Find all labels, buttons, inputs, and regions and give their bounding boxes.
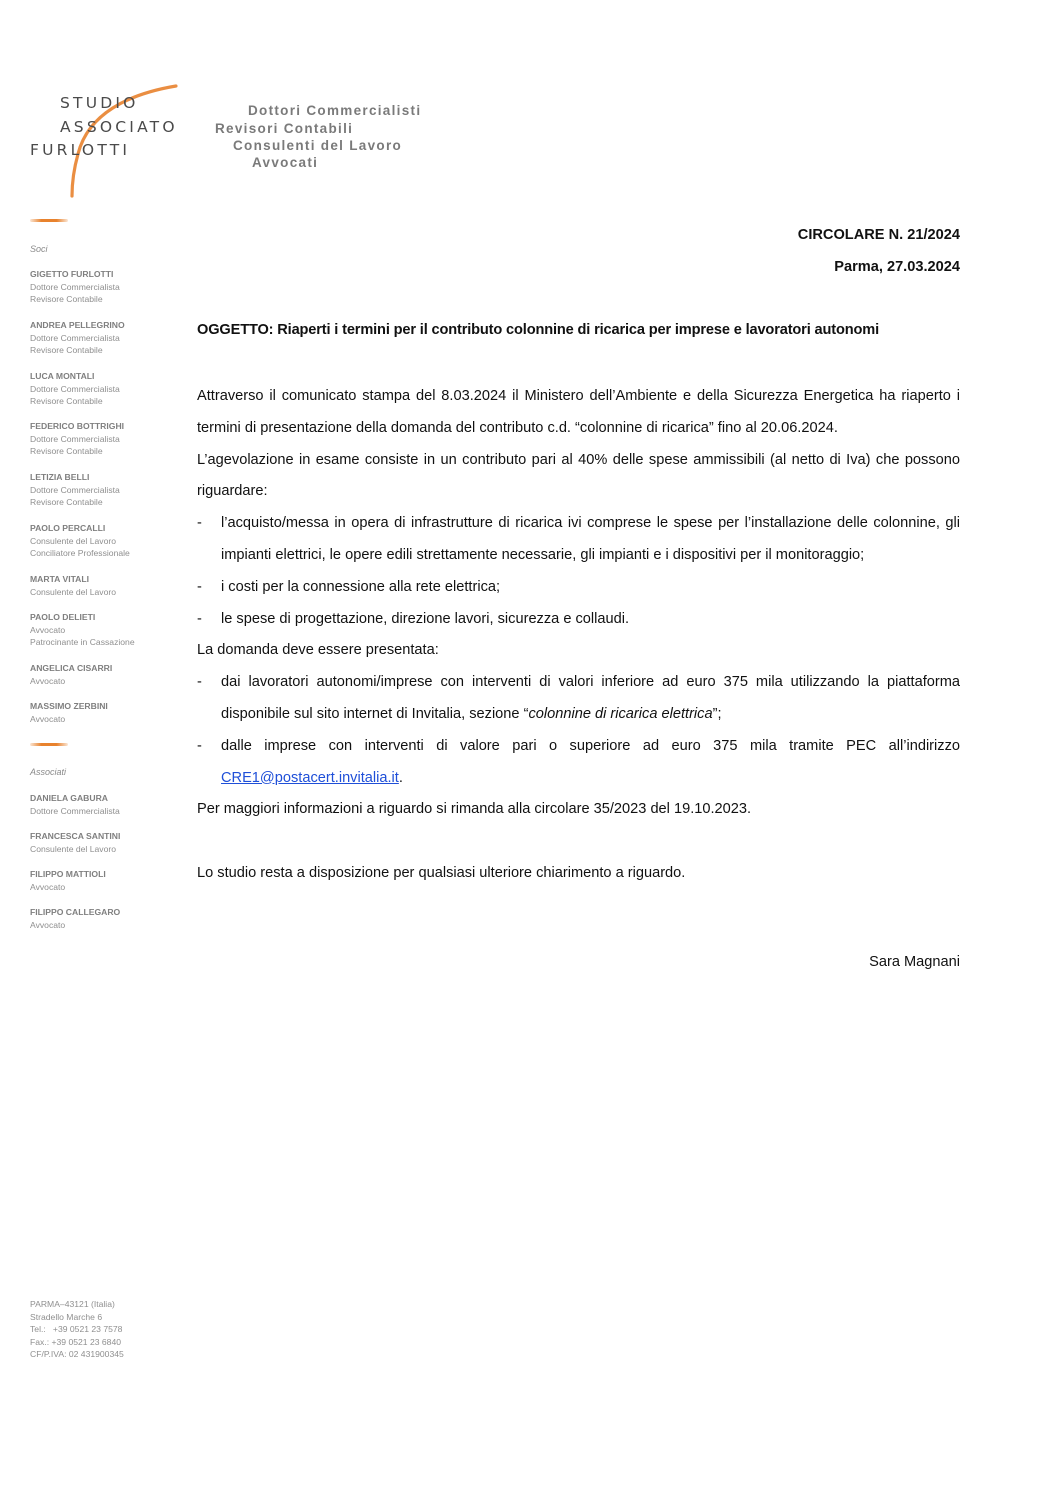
- member-entry: [30, 830, 120, 855]
- profession-line: Avvocati: [252, 155, 319, 170]
- member-name: DANIELA GABURA: [30, 793, 108, 803]
- member-name: LUCA MONTALI: [30, 371, 95, 381]
- member-role: Conciliatore Professionale: [30, 548, 130, 559]
- letter-subject: OGGETTO: Riaperti i termini per il contributo colonnine di ricarica per imprese e lavoratori autonomi: [197, 322, 879, 338]
- member-role: Revisore Contabile: [30, 396, 103, 407]
- member-role: Dottore Commercialista: [30, 484, 120, 495]
- list-item-text: i costi per la connessione alla rete elettrica;: [221, 578, 501, 595]
- soci-label: Soci: [30, 244, 48, 254]
- list-item-text: l’acquisto/messa in opera di infrastrutture di ricarica ivi comprese le spese per l’installazione delle colonnine, gli impianti elettrici, le opere edili strettamente necessarie, gli impianti e i dispositivi per il monitoraggio;: [221, 515, 960, 563]
- list-item-text: dai lavoratori autonomi/imprese con interventi di valori inferiore ad euro 375 mila utilizzando la piattaforma disponibile sul sito internet di Invitalia, sezione “: [221, 674, 960, 722]
- pec-email-link[interactable]: CRE1@postacert.invitalia.it: [221, 769, 399, 786]
- letter-content: [197, 381, 960, 890]
- dash-bullet: -: [197, 610, 202, 627]
- paragraph: Per maggiori informazioni a riguardo si rimanda alla circolare 35/2023 del 19.10.2023.: [197, 801, 752, 818]
- address-line: Tel.: +39 0521 23 7578: [30, 1324, 123, 1335]
- blank-line: [197, 826, 960, 858]
- profession-line: Consulenti del Lavoro: [233, 138, 403, 153]
- profession-line: Revisori Contabili: [215, 121, 354, 136]
- member-name: FRANCESCA SANTINI: [30, 831, 121, 841]
- list-item-text: le spese di progettazione, direzione lavori, sicurezza e collaudi.: [221, 610, 630, 627]
- member-role: Dottore Commercialista: [30, 805, 120, 816]
- associati-label: Associati: [30, 767, 67, 777]
- address-line: Fax.: +39 0521 23 6840: [30, 1336, 122, 1347]
- address-line: CF/P.IVA: 02 431900345: [30, 1349, 124, 1360]
- member-role: Consulente del Lavoro: [30, 843, 116, 854]
- member-name: MASSIMO ZERBINI: [30, 701, 108, 711]
- member-name: FEDERICO BOTTRIGHI: [30, 421, 125, 431]
- member-role: Revisore Contabile: [30, 294, 103, 305]
- office-address: [30, 1298, 124, 1361]
- list-item-text: .: [398, 769, 403, 786]
- orange-divider: [30, 743, 68, 746]
- member-name: FILIPPO CALLEGARO: [30, 907, 121, 917]
- member-name: MARTA VITALI: [30, 574, 90, 584]
- member-role: Revisore Contabile: [30, 345, 103, 356]
- member-entry: [30, 700, 108, 725]
- paragraph: Lo studio resta a disposizione per qualsiasi ulteriore chiarimento a riguardo.: [197, 864, 686, 881]
- member-entry: [30, 268, 120, 306]
- member-role: Dottore Commercialista: [30, 433, 120, 444]
- member-role: Revisore Contabile: [30, 446, 103, 457]
- member-entry: [30, 611, 135, 649]
- member-role: Avvocato: [30, 675, 66, 686]
- member-role: Avvocato: [30, 919, 66, 930]
- member-role: Dottore Commercialista: [30, 281, 120, 292]
- member-entry: [30, 573, 116, 598]
- paragraph: L’agevolazione in esame consiste in un contributo pari al 40% delle spese ammissibili (al netto di Iva) che possono riguardare:: [197, 451, 960, 500]
- member-role: Avvocato: [30, 713, 66, 724]
- member-entry: [30, 522, 130, 560]
- dash-bullet: -: [197, 578, 202, 595]
- list-item-text: dalle imprese con interventi di valore pari o superiore ad euro 375 mila tramite PEC all’indirizzo: [221, 737, 960, 754]
- member-name: ANGELICA CISARRI: [30, 663, 113, 673]
- list-item: [197, 604, 960, 636]
- member-role: Avvocato: [30, 624, 66, 635]
- studio-logo: [28, 84, 178, 199]
- list-item: [197, 731, 960, 795]
- dash-bullet: -: [197, 674, 202, 691]
- member-role: Revisore Contabile: [30, 497, 103, 508]
- member-entry: [30, 471, 120, 509]
- list-item-text: ”;: [712, 705, 722, 722]
- circular-number: CIRCOLARE N. 21/2024: [797, 227, 960, 243]
- member-name: ANDREA PELLEGRINO: [30, 320, 125, 330]
- member-entry: [30, 370, 120, 408]
- logo-text-furlotti: FURLOTTI: [30, 141, 131, 159]
- list-item: [197, 667, 960, 731]
- logo-text-associato: ASSOCIATO: [60, 118, 178, 136]
- member-name: PAOLO PERCALLI: [30, 523, 106, 533]
- signature: Sara Magnani: [869, 954, 960, 970]
- section-name: colonnine di ricarica elettrica: [528, 705, 713, 722]
- member-entry: [30, 420, 124, 458]
- letter-date: Parma, 27.03.2024: [834, 259, 960, 275]
- member-role: Dottore Commercialista: [30, 332, 120, 343]
- member-entry: [30, 792, 120, 817]
- logo-text-studio: STUDIO: [60, 94, 139, 112]
- dash-bullet: -: [197, 515, 202, 532]
- member-role: Consulente del Lavoro: [30, 535, 116, 546]
- orange-divider: [30, 219, 68, 222]
- member-name: LETIZIA BELLI: [30, 472, 90, 482]
- member-role: Dottore Commercialista: [30, 383, 120, 394]
- member-role: Avvocato: [30, 881, 66, 892]
- member-name: GIGETTO FURLOTTI: [30, 269, 114, 279]
- list-item: [197, 508, 960, 572]
- dash-bullet: -: [197, 737, 202, 754]
- profession-line: Dottori Commercialisti: [248, 103, 422, 118]
- member-entry: [30, 662, 112, 687]
- member-entry: [30, 906, 120, 931]
- paragraph: La domanda deve essere presentata:: [197, 642, 439, 659]
- member-entry: [30, 319, 125, 357]
- address-line: PARMA–43121 (Italia): [30, 1299, 115, 1309]
- paragraph: Attraverso il comunicato stampa del 8.03.2024 il Ministero dell’Ambiente e della Sicurezza Energetica ha riaperto i termini di presentazione della domanda del contributo c.d. “colonnine di ricarica” fino al 20.06.2024.: [197, 388, 960, 436]
- member-name: PAOLO DELIETI: [30, 612, 96, 622]
- member-role: Consulente del Lavoro: [30, 586, 116, 597]
- member-name: FILIPPO MATTIOLI: [30, 869, 106, 879]
- member-role: Patrocinante in Cassazione: [30, 637, 135, 648]
- member-entry: [30, 868, 106, 893]
- address-line: Stradello Marche 6: [30, 1311, 103, 1322]
- list-item: [197, 572, 960, 604]
